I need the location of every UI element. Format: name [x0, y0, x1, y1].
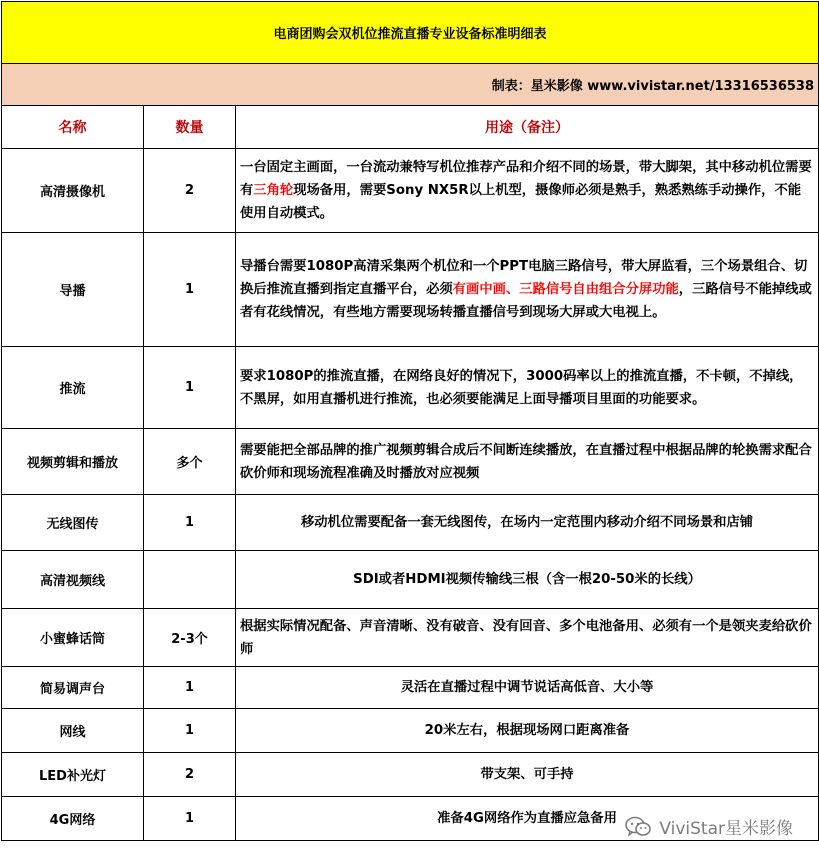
row-usage: 准备4G网络作为直播应急备用 — [236, 797, 819, 841]
row-qty: 1 — [144, 495, 236, 551]
row-usage — [236, 149, 819, 233]
usage-text: 一台固定主画面，一台流动兼特写机位推荐产品和介绍不同的场景，带大脚架，其中移动机位需要有 — [240, 160, 812, 198]
usage-text: 现场备用，需要Sony NX5R以上机型，摄像师必须是熟手，熟悉熟练手动操作，不能使用自动模式。 — [240, 183, 802, 221]
table-row — [2, 551, 819, 609]
table-row — [2, 495, 819, 551]
row-qty: 多个 — [144, 429, 236, 495]
row-qty: 2 — [144, 149, 236, 233]
usage-highlight: 三角轮 — [253, 183, 294, 198]
row-name: 导播 — [2, 233, 144, 347]
wechat-icon — [625, 816, 651, 838]
row-usage: 要求1080P的推流直播，在网络良好的情况下，3000码率以上的推流直播，不卡顿，不掉线，不黑屏，如用直播机进行推流，也必须要能满足上面导播项目里面的功能要求。 — [236, 347, 819, 429]
row-name: 视频剪辑和播放 — [2, 429, 144, 495]
row-qty: 2-3个 — [144, 609, 236, 667]
row-usage: 带支架、可手持 — [236, 753, 819, 797]
credit-row — [2, 64, 819, 106]
row-name: 推流 — [2, 347, 144, 429]
table-row — [2, 709, 819, 753]
table-row — [2, 609, 819, 667]
equipment-table — [1, 1, 819, 841]
row-qty: 2 — [144, 753, 236, 797]
row-qty — [144, 551, 236, 609]
row-usage: 根据实际情况配备、声音清晰、没有破音、没有回音、多个电池备用、必须有一个是领夹麦给砍价师 — [236, 609, 819, 667]
table-title: 电商团购会双机位推流直播专业设备标准明细表 — [2, 2, 819, 64]
row-qty: 1 — [144, 797, 236, 841]
row-usage — [236, 233, 819, 347]
header-row — [2, 106, 819, 149]
usage-text: 导播台需要1080P高清采集两个机位和一个PPT电脑三路信号，带大屏监看，三个场景组合、切换后推流直播到指定直播平台，必须 — [240, 259, 808, 297]
title-row — [2, 2, 819, 64]
header-name: 名称 — [2, 106, 144, 149]
usage-highlight: 有画中画、三路信号自由组合分屏功能 — [452, 282, 679, 297]
watermark — [625, 814, 793, 839]
table-row — [2, 429, 819, 495]
row-name: 网线 — [2, 709, 144, 753]
row-usage: 20米左右，根据现场网口距离准备 — [236, 709, 819, 753]
table-row — [2, 667, 819, 709]
row-name: 4G网络 — [2, 797, 144, 841]
header-qty: 数量 — [144, 106, 236, 149]
row-name: 小蜜蜂话筒 — [2, 609, 144, 667]
row-usage: 移动机位需要配备一套无线图传，在场内一定范围内移动介绍不同场景和店铺 — [236, 495, 819, 551]
header-usage: 用途（备注） — [236, 106, 819, 149]
usage-text: ，三路信号不能掉线或者有花线情况，有些地方需要现场转播直播信号到现场大屏或大电视上。 — [240, 282, 812, 320]
row-name: 无线图传 — [2, 495, 144, 551]
table-row — [2, 233, 819, 347]
table-row — [2, 753, 819, 797]
row-qty: 1 — [144, 347, 236, 429]
row-name: LED补光灯 — [2, 753, 144, 797]
row-qty: 1 — [144, 709, 236, 753]
row-usage: SDI或者HDMI视频传输线三根（含一根20-50米的长线） — [236, 551, 819, 609]
row-name: 简易调声台 — [2, 667, 144, 709]
watermark-text: ViviStar星米影像 — [659, 819, 793, 839]
table-row — [2, 347, 819, 429]
credit-line: 制表：星米影像 www.vivistar.net/13316536538 — [2, 64, 819, 106]
row-usage: 需要能把全部品牌的推广视频剪辑合成后不间断连续播放，在直播过程中根据品牌的轮换需求配合砍价师和现场流程准确及时播放对应视频 — [236, 429, 819, 495]
row-qty: 1 — [144, 667, 236, 709]
row-usage: 灵活在直播过程中调节说话高低音、大小等 — [236, 667, 819, 709]
row-name: 高清视频线 — [2, 551, 144, 609]
row-qty: 1 — [144, 233, 236, 347]
table-row — [2, 149, 819, 233]
row-name: 高清摄像机 — [2, 149, 144, 233]
